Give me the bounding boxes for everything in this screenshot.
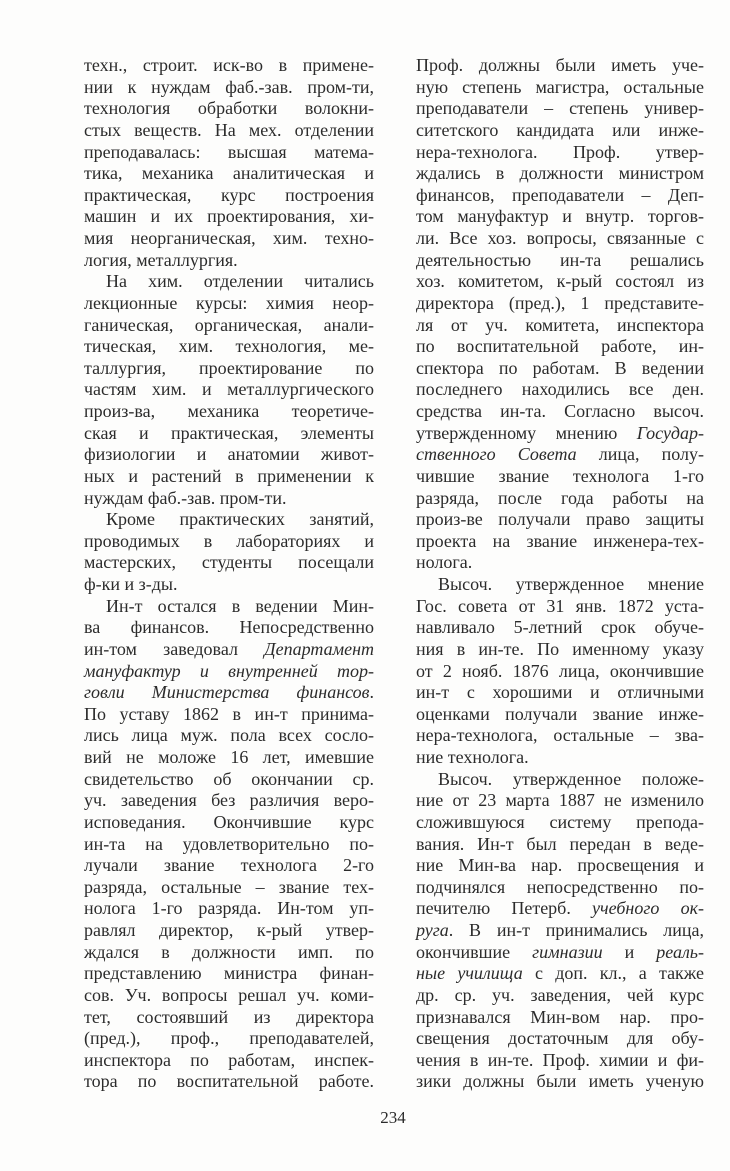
text-line (416, 1050, 704, 1072)
text-segment: Кроме практических занятий, (106, 509, 374, 530)
text-line (416, 423, 704, 445)
text-line (84, 509, 374, 531)
text-segment: ния в ин-те. По именному указу (416, 638, 704, 659)
text-segment: уч. заведения без различия веро- (84, 790, 374, 811)
text-segment: ля от уч. комитета, инспектора (416, 314, 704, 335)
text-segment: навливало 5-летний срок обуче- (416, 617, 704, 638)
text-segment: мия неорганическая, хим. техно- (84, 228, 374, 248)
italic-text: Департамент (264, 638, 374, 659)
text-segment: ных и растений в применении к (84, 465, 374, 486)
text-segment: вания. Ин-т был передан в веде- (416, 833, 704, 854)
italic-text: ственного Совета (416, 444, 577, 465)
text-segment: проекта на звание инженера-тех- (416, 530, 704, 551)
text-segment: сов. Уч. вопросы решал уч. коми- (84, 984, 374, 1005)
text-segment: ин-т с хорошими и отличными (416, 682, 704, 703)
text-line (416, 920, 704, 942)
text-segment: нера-технолога. Проф. утвер- (416, 141, 704, 162)
text-line (416, 228, 704, 250)
italic-text: гимназии (532, 941, 603, 962)
text-line (416, 293, 704, 315)
text-line (84, 1050, 374, 1072)
text-segment: произ-ве получали право защиты (416, 509, 704, 530)
text-line (84, 488, 374, 510)
text-line (416, 877, 704, 899)
text-line (416, 120, 704, 142)
text-segment: от 2 нояб. 1876 лица, окончившие (416, 660, 704, 681)
italic-text: учебного ок- (592, 898, 704, 919)
text-line (416, 725, 704, 747)
text-segment: лись лица муж. пола всех сосло- (84, 725, 374, 746)
text-line (84, 1071, 374, 1093)
text-segment: ф-ки и з-ды. (84, 574, 178, 594)
text-segment: лучали звание технолога 2-го (84, 855, 374, 876)
text-line (416, 509, 704, 531)
text-line (416, 704, 704, 726)
text-segment: проводимых в лабораториях и (84, 530, 374, 551)
text-line (84, 336, 374, 358)
text-line (84, 142, 374, 164)
text-line (84, 401, 374, 423)
text-segment: логия, металлургия. (84, 249, 238, 270)
text-segment: представлению министра финан- (84, 963, 374, 984)
text-line (416, 942, 704, 964)
text-segment: ную степень магистра, остальные (416, 76, 704, 97)
text-line (84, 1028, 374, 1050)
text-segment: признавался Мин-вом нар. про- (416, 1006, 704, 1027)
text-segment: вий не моложе 16 лет, имевшие (84, 747, 374, 767)
text-segment: На хим. отделении читались (106, 271, 374, 292)
text-segment: ние от 23 марта 1887 не изменило (416, 790, 704, 811)
text-segment: тора по воспитательной работе. (84, 1071, 374, 1092)
text-line (416, 379, 704, 401)
text-line (416, 855, 704, 877)
text-line (84, 920, 374, 942)
text-segment: окончившие (416, 941, 533, 962)
italic-text: Государ- (636, 422, 704, 443)
text-segment: ждался в должности имп. по (84, 941, 374, 962)
text-segment: физиологии и анатомии живот- (84, 444, 374, 465)
text-segment: ин-том заведовал (84, 638, 265, 659)
text-line (416, 250, 704, 272)
text-segment: по воспитательной работе, ин- (416, 336, 704, 357)
text-segment: произ-ва, механика теоретиче- (84, 401, 374, 421)
text-segment: утвержденному мнению (416, 422, 637, 443)
text-line (84, 315, 374, 337)
text-line (84, 271, 374, 293)
text-column-left (84, 55, 374, 1093)
text-line (84, 531, 374, 553)
text-line (84, 185, 374, 207)
text-line (416, 206, 704, 228)
text-line (84, 206, 374, 228)
text-line (84, 790, 374, 812)
text-segment: ситетского кандидата или инже- (416, 119, 704, 140)
text-line (416, 358, 704, 380)
text-line (84, 423, 374, 445)
text-line (416, 271, 704, 293)
text-segment: ли. Все хоз. вопросы, связанные с (416, 228, 704, 248)
text-line (416, 682, 704, 704)
text-line (84, 661, 374, 683)
text-segment: (пред.), проф., преподавателей, (84, 1028, 374, 1049)
text-segment: тет, состоявший из директора (84, 1006, 374, 1027)
text-segment: тическая, хим. технология, ме- (84, 336, 374, 357)
text-segment: ин-та на удовлетворительно по- (84, 833, 374, 854)
text-segment: подчинялся непосредственно по- (416, 876, 704, 897)
text-segment: По уставу 1862 в ин-т принима- (84, 703, 374, 724)
text-segment: частям хим. и металлургического (84, 379, 374, 400)
text-segment: др. ср. уч. заведения, чей курс (416, 984, 704, 1005)
text-line (416, 596, 704, 618)
text-segment: печителю Петерб. (416, 898, 593, 919)
text-line (416, 55, 704, 77)
text-line (84, 682, 374, 704)
text-line (416, 444, 704, 466)
text-segment: том мануфактур и внутр. торгов- (416, 206, 704, 227)
text-line (416, 661, 704, 683)
text-line (84, 877, 374, 899)
text-segment: нера-технолога, остальные – зва- (416, 725, 704, 746)
text-line (416, 185, 704, 207)
text-line (84, 639, 374, 661)
text-line (84, 617, 374, 639)
text-segment: Высоч. утвержденное мнение (438, 574, 704, 594)
text-line (416, 488, 704, 510)
page-number: 234 (380, 1108, 406, 1127)
text-line (84, 379, 374, 401)
text-line (416, 617, 704, 639)
text-line (84, 574, 374, 596)
text-segment: ние технолога. (416, 747, 529, 767)
text-segment: чения в ин-те. Проф. химии и фи- (416, 1049, 704, 1070)
text-line (84, 444, 374, 466)
text-line (84, 163, 374, 185)
text-segment: зики должны были иметь ученую (416, 1071, 704, 1092)
text-segment: . В ин-т принимались лица, (448, 920, 704, 940)
text-segment: финансов, преподаватели – Деп- (416, 184, 704, 205)
text-segment: и (602, 941, 657, 962)
text-line (84, 812, 374, 834)
text-line (84, 942, 374, 964)
text-line (416, 163, 704, 185)
text-segment: Гос. совета от 31 янв. 1872 уста- (416, 595, 704, 616)
text-segment: директора (пред.), 1 представите- (416, 292, 704, 313)
text-line (416, 963, 704, 985)
text-line (84, 855, 374, 877)
text-segment: оценками получали звание инже- (416, 703, 704, 724)
text-segment: стых веществ. На мех. отделении (84, 119, 374, 140)
text-segment: нолога 1-го разряда. Ин-том уп- (84, 898, 374, 919)
text-line (416, 336, 704, 358)
text-segment: с доп. кл., а также (522, 963, 704, 984)
text-line (84, 55, 374, 77)
text-line (416, 1007, 704, 1029)
text-segment: машин и их проектирования, хи- (84, 206, 374, 227)
text-segment: равлял директор, к-рый утвер- (84, 920, 374, 940)
text-segment: деятельностью ин-та решались (416, 249, 704, 270)
italic-text: мануфактур и внутренней тор- (84, 660, 374, 681)
text-segment: последнего находились все ден. (416, 379, 704, 400)
italic-text: говли Министерства финансов (84, 682, 370, 703)
text-line (416, 142, 704, 164)
text-segment: тика, механика аналитическая и (84, 163, 374, 184)
text-line (416, 1071, 704, 1093)
text-line (84, 834, 374, 856)
text-line (84, 769, 374, 791)
italic-text: ные училища (416, 963, 523, 984)
text-segment: инспектора по работам, инспек- (84, 1049, 374, 1070)
text-segment: Проф. должны были иметь уче- (416, 55, 704, 75)
text-segment: чившие звание технолога 1-го (416, 465, 704, 486)
text-line (416, 769, 704, 791)
text-segment: нолога. (416, 552, 473, 573)
text-segment: свидетельство об окончании ср. (84, 768, 374, 789)
text-line (84, 552, 374, 574)
text-segment: лица, полу- (576, 444, 704, 465)
text-segment: Ин-т остался в ведении Мин- (106, 595, 374, 616)
text-segment: спектора по работам. В ведении (416, 357, 704, 378)
text-line (84, 596, 374, 618)
text-line (84, 466, 374, 488)
text-segment: . (369, 682, 374, 703)
text-segment: ва финансов. Непосредственно (84, 617, 374, 638)
text-line (416, 639, 704, 661)
text-segment: преподаватели – степень универ- (416, 98, 704, 119)
text-line (84, 1007, 374, 1029)
text-line (84, 985, 374, 1007)
text-line (416, 790, 704, 812)
text-line (84, 898, 374, 920)
text-line (416, 747, 704, 769)
text-segment: ская и практическая, элементы (84, 422, 374, 443)
text-line (84, 358, 374, 380)
text-line (84, 293, 374, 315)
text-segment: сложившуюся систему препода- (416, 811, 704, 832)
text-segment: исповедания. Окончившие курс (84, 811, 374, 832)
text-segment: нуждам фаб.-зав. пром-ти. (84, 487, 287, 508)
text-line (416, 401, 704, 423)
text-line (84, 725, 374, 747)
text-line (84, 250, 374, 272)
italic-text: руга (416, 920, 449, 940)
text-segment: практическая, курс построения (84, 184, 374, 205)
text-segment: ганическая, органическая, анали- (84, 314, 374, 335)
text-line (84, 98, 374, 120)
text-line (416, 985, 704, 1007)
text-segment: мастерских, студенты посещали (84, 552, 374, 573)
text-line (416, 898, 704, 920)
text-line (84, 704, 374, 726)
text-line (84, 228, 374, 250)
text-segment: лекционные курсы: химия неор- (84, 292, 374, 313)
text-segment: таллургия, проектирование по (84, 357, 374, 378)
text-segment: ние Мин-ва нар. просвещения и (416, 855, 704, 876)
text-line (84, 77, 374, 99)
text-line (84, 120, 374, 142)
text-line (416, 531, 704, 553)
text-segment: хоз. комитетом, к-рый состоял из (416, 271, 704, 292)
text-segment: свещения достаточным для обу- (416, 1028, 704, 1049)
text-segment: преподавалась: высшая матема- (84, 141, 374, 162)
text-line (416, 1028, 704, 1050)
text-segment: технология обработки волокни- (84, 98, 374, 119)
text-line (416, 77, 704, 99)
text-line (416, 552, 704, 574)
text-column-right (416, 55, 704, 1093)
text-segment: Высоч. утвержденное положе- (438, 768, 704, 789)
text-segment: разряда, остальные – звание тех- (84, 876, 374, 897)
text-line (416, 812, 704, 834)
italic-text: реаль- (656, 941, 704, 962)
text-segment: ждались в должности министром (416, 163, 704, 184)
text-line (416, 574, 704, 596)
text-segment: нии к нуждам фаб.-зав. пром-ти, (84, 76, 374, 97)
text-line (416, 98, 704, 120)
text-segment: средства ин-та. Согласно высоч. (416, 401, 704, 421)
text-segment: техн., строит. иск-во в примене- (84, 55, 374, 75)
text-segment: разряда, после года работы на (416, 487, 704, 508)
text-line (416, 315, 704, 337)
text-line (416, 834, 704, 856)
text-line (84, 747, 374, 769)
text-line (416, 466, 704, 488)
text-line (84, 963, 374, 985)
